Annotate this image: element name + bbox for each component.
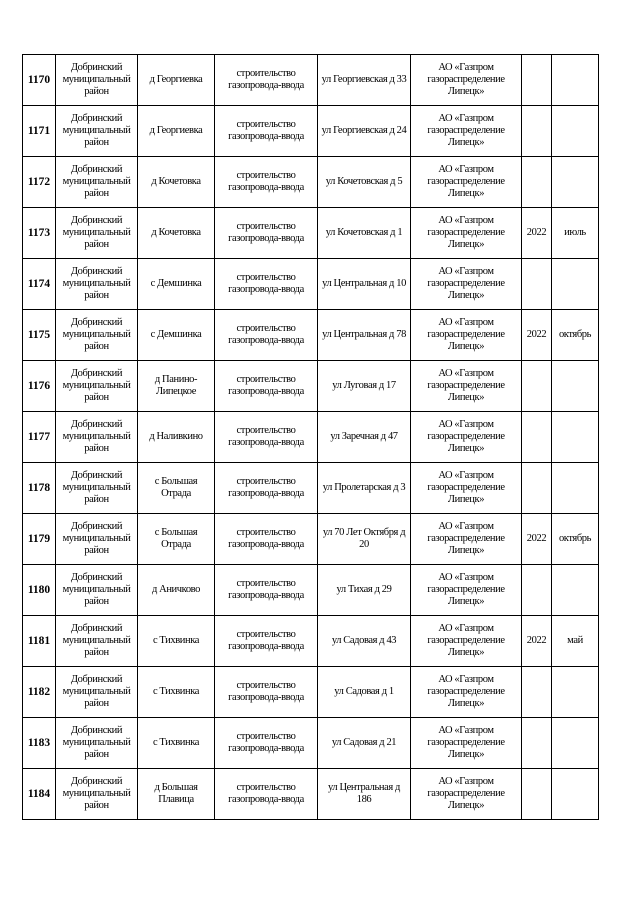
year-cell: 2022 — [522, 616, 552, 667]
address-cell: ул Центральная д 186 — [318, 769, 411, 820]
row-number: 1178 — [23, 463, 56, 514]
row-number: 1173 — [23, 208, 56, 259]
row-number: 1176 — [23, 361, 56, 412]
district-cell: Добринский муниципальный район — [56, 55, 138, 106]
organization-cell: АО «Газпром газораспределение Липецк» — [411, 106, 522, 157]
address-cell: ул Кочетовская д 1 — [318, 208, 411, 259]
address-cell: ул 70 Лет Октября д 20 — [318, 514, 411, 565]
address-cell: ул Георгиевская д 24 — [318, 106, 411, 157]
year-cell — [522, 463, 552, 514]
locality-cell: д Кочетовка — [138, 157, 215, 208]
month-cell: июль — [552, 208, 599, 259]
address-cell: ул Кочетовская д 5 — [318, 157, 411, 208]
table-row — [23, 769, 599, 820]
year-cell — [522, 667, 552, 718]
district-cell: Добринский муниципальный район — [56, 514, 138, 565]
locality-cell: д Георгиевка — [138, 106, 215, 157]
address-cell: ул Садовая д 1 — [318, 667, 411, 718]
work-type-cell: строительство газопровода-ввода — [215, 463, 318, 514]
register-table — [22, 54, 599, 820]
month-cell — [552, 106, 599, 157]
month-cell — [552, 565, 599, 616]
row-number: 1179 — [23, 514, 56, 565]
work-type-cell: строительство газопровода-ввода — [215, 259, 318, 310]
organization-cell: АО «Газпром газораспределение Липецк» — [411, 514, 522, 565]
work-type-cell: строительство газопровода-ввода — [215, 208, 318, 259]
work-type-cell: строительство газопровода-ввода — [215, 616, 318, 667]
row-number: 1172 — [23, 157, 56, 208]
locality-cell: с Демшинка — [138, 259, 215, 310]
table-row — [23, 361, 599, 412]
table-row — [23, 463, 599, 514]
district-cell: Добринский муниципальный район — [56, 412, 138, 463]
address-cell: ул Центральная д 78 — [318, 310, 411, 361]
locality-cell: д Георгиевка — [138, 55, 215, 106]
organization-cell: АО «Газпром газораспределение Липецк» — [411, 769, 522, 820]
work-type-cell: строительство газопровода-ввода — [215, 310, 318, 361]
table-row — [23, 616, 599, 667]
organization-cell: АО «Газпром газораспределение Липецк» — [411, 259, 522, 310]
district-cell: Добринский муниципальный район — [56, 769, 138, 820]
table-row — [23, 157, 599, 208]
work-type-cell: строительство газопровода-ввода — [215, 769, 318, 820]
district-cell: Добринский муниципальный район — [56, 565, 138, 616]
work-type-cell: строительство газопровода-ввода — [215, 667, 318, 718]
work-type-cell: строительство газопровода-ввода — [215, 106, 318, 157]
locality-cell: д Наливкино — [138, 412, 215, 463]
address-cell: ул Центральная д 10 — [318, 259, 411, 310]
organization-cell: АО «Газпром газораспределение Липецк» — [411, 565, 522, 616]
organization-cell: АО «Газпром газораспределение Липецк» — [411, 55, 522, 106]
locality-cell: с Большая Отрада — [138, 463, 215, 514]
district-cell: Добринский муниципальный район — [56, 361, 138, 412]
table-row — [23, 667, 599, 718]
district-cell: Добринский муниципальный район — [56, 667, 138, 718]
row-number: 1181 — [23, 616, 56, 667]
year-cell: 2022 — [522, 208, 552, 259]
year-cell: 2022 — [522, 310, 552, 361]
year-cell — [522, 259, 552, 310]
work-type-cell: строительство газопровода-ввода — [215, 412, 318, 463]
row-number: 1180 — [23, 565, 56, 616]
table-row — [23, 55, 599, 106]
locality-cell: д Аничково — [138, 565, 215, 616]
table-row — [23, 259, 599, 310]
month-cell — [552, 259, 599, 310]
district-cell: Добринский муниципальный район — [56, 157, 138, 208]
work-type-cell: строительство газопровода-ввода — [215, 55, 318, 106]
district-cell: Добринский муниципальный район — [56, 310, 138, 361]
table-row — [23, 514, 599, 565]
month-cell — [552, 412, 599, 463]
year-cell — [522, 361, 552, 412]
district-cell: Добринский муниципальный район — [56, 208, 138, 259]
month-cell: октябрь — [552, 310, 599, 361]
month-cell — [552, 361, 599, 412]
year-cell — [522, 769, 552, 820]
work-type-cell: строительство газопровода-ввода — [215, 361, 318, 412]
year-cell — [522, 412, 552, 463]
district-cell: Добринский муниципальный район — [56, 718, 138, 769]
address-cell: ул Пролетарская д 3 — [318, 463, 411, 514]
organization-cell: АО «Газпром газораспределение Липецк» — [411, 667, 522, 718]
locality-cell: с Тихвинка — [138, 616, 215, 667]
organization-cell: АО «Газпром газораспределение Липецк» — [411, 412, 522, 463]
month-cell — [552, 463, 599, 514]
locality-cell: д Кочетовка — [138, 208, 215, 259]
address-cell: ул Садовая д 21 — [318, 718, 411, 769]
row-number: 1177 — [23, 412, 56, 463]
address-cell: ул Тихая д 29 — [318, 565, 411, 616]
work-type-cell: строительство газопровода-ввода — [215, 514, 318, 565]
organization-cell: АО «Газпром газораспределение Липецк» — [411, 208, 522, 259]
row-number: 1182 — [23, 667, 56, 718]
table-row — [23, 412, 599, 463]
year-cell — [522, 718, 552, 769]
month-cell — [552, 769, 599, 820]
organization-cell: АО «Газпром газораспределение Липецк» — [411, 361, 522, 412]
locality-cell: с Большая Отрада — [138, 514, 215, 565]
locality-cell: с Демшинка — [138, 310, 215, 361]
work-type-cell: строительство газопровода-ввода — [215, 157, 318, 208]
organization-cell: АО «Газпром газораспределение Липецк» — [411, 718, 522, 769]
locality-cell: с Тихвинка — [138, 718, 215, 769]
organization-cell: АО «Газпром газораспределение Липецк» — [411, 463, 522, 514]
year-cell — [522, 565, 552, 616]
month-cell — [552, 667, 599, 718]
row-number: 1183 — [23, 718, 56, 769]
table-row — [23, 310, 599, 361]
district-cell: Добринский муниципальный район — [56, 259, 138, 310]
table-row — [23, 565, 599, 616]
district-cell: Добринский муниципальный район — [56, 463, 138, 514]
organization-cell: АО «Газпром газораспределение Липецк» — [411, 310, 522, 361]
year-cell: 2022 — [522, 514, 552, 565]
month-cell: октябрь — [552, 514, 599, 565]
locality-cell: с Тихвинка — [138, 667, 215, 718]
row-number: 1184 — [23, 769, 56, 820]
work-type-cell: строительство газопровода-ввода — [215, 718, 318, 769]
address-cell: ул Заречная д 47 — [318, 412, 411, 463]
organization-cell: АО «Газпром газораспределение Липецк» — [411, 157, 522, 208]
district-cell: Добринский муниципальный район — [56, 106, 138, 157]
month-cell — [552, 718, 599, 769]
organization-cell: АО «Газпром газораспределение Липецк» — [411, 616, 522, 667]
address-cell: ул Садовая д 43 — [318, 616, 411, 667]
year-cell — [522, 106, 552, 157]
table-row — [23, 208, 599, 259]
table-row — [23, 106, 599, 157]
month-cell: май — [552, 616, 599, 667]
district-cell: Добринский муниципальный район — [56, 616, 138, 667]
month-cell — [552, 55, 599, 106]
locality-cell: д Панино-Липецкое — [138, 361, 215, 412]
year-cell — [522, 157, 552, 208]
row-number: 1174 — [23, 259, 56, 310]
table-row — [23, 718, 599, 769]
address-cell: ул Луговая д 17 — [318, 361, 411, 412]
row-number: 1171 — [23, 106, 56, 157]
row-number: 1175 — [23, 310, 56, 361]
address-cell: ул Георгиевская д 33 — [318, 55, 411, 106]
locality-cell: д Большая Плавица — [138, 769, 215, 820]
work-type-cell: строительство газопровода-ввода — [215, 565, 318, 616]
row-number: 1170 — [23, 55, 56, 106]
month-cell — [552, 157, 599, 208]
year-cell — [522, 55, 552, 106]
